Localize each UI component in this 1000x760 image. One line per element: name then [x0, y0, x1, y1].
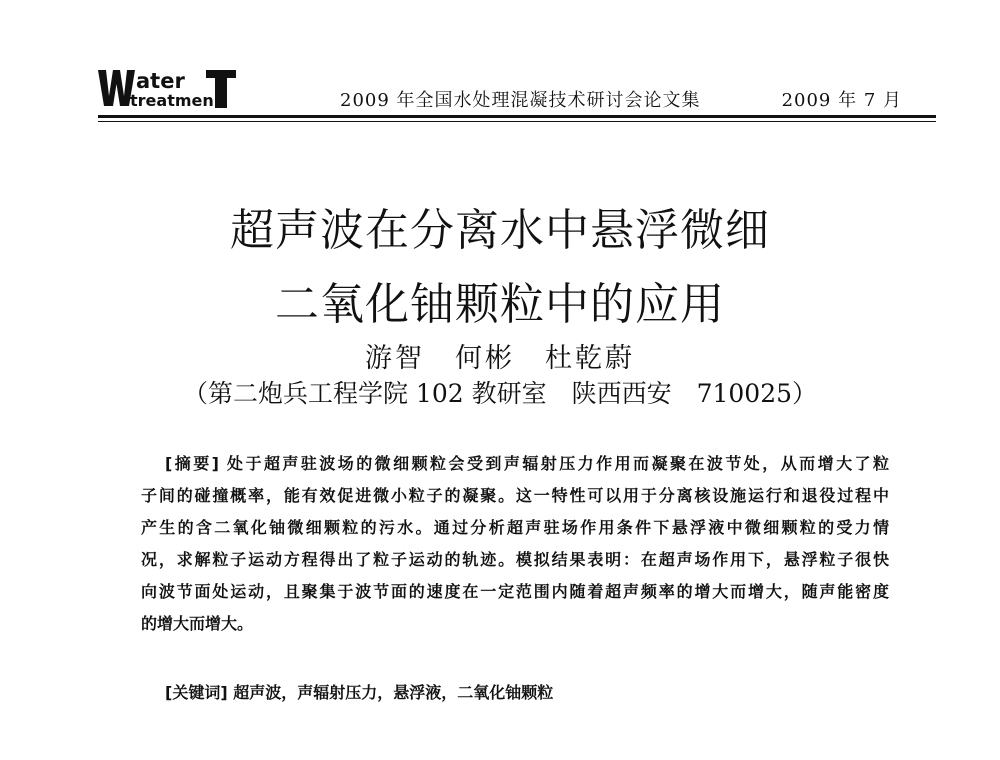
authors: 游智 何彬 杜乾蔚	[365, 343, 635, 374]
water-treatment-logo	[98, 66, 240, 112]
abstract-line-4: 况，求解粒子运动方程得出了粒子运动的轨迹。模拟结果表明：在超声场作用下，悬浮粒子很快	[141, 550, 889, 569]
abstract-line-2: 子间的碰撞概率，能有效促进微小粒子的凝聚。这一特性可以用于分离核设施运行和退役过程中	[141, 486, 889, 505]
keywords-text: 超声波，声辐射压力，悬浮液，二氧化铀颗粒	[233, 683, 554, 702]
abstract-label: [摘要]	[165, 454, 219, 473]
abstract-line-3: 产生的含二氧化铀微细颗粒的污水。通过分析超声驻场作用条件下悬浮液中微细颗粒的受力情	[141, 518, 889, 537]
affiliation: （第二炮兵工程学院 102 教研室 陕西西安 710025）	[182, 379, 818, 408]
abstract-line-text: 处于超声驻波场的微细颗粒会受到声辐射压力作用而凝聚在波节处，从而增大了粒	[227, 454, 889, 473]
paper-title-line-2: 二氧化铀颗粒中的应用	[275, 279, 725, 330]
abstract-line-6: 的增大而增大。	[141, 614, 254, 633]
logo-text-small: China	[231, 93, 237, 108]
logo-text-bottom: treatmen	[130, 91, 214, 110]
abstract-line-5: 向波节面处运动，且聚集于波节面的速度在一定范围内随着超声频率的增大而增大，随声能密度	[141, 582, 889, 601]
header-rule-thin	[98, 121, 936, 122]
abstract	[141, 448, 889, 640]
journal-title: 2009 年全国水处理混凝技术研讨会论文集	[340, 90, 701, 111]
keywords	[165, 680, 553, 703]
publication-date: 2009 年 7 月	[781, 90, 902, 111]
abstract-line-1	[141, 448, 889, 480]
header-rule-thick	[98, 115, 936, 118]
paper-title-line-1: 超声波在分离水中悬浮微细	[230, 205, 770, 256]
keywords-label: [关键词]	[165, 683, 228, 702]
logo-text-top: ater	[136, 69, 185, 93]
